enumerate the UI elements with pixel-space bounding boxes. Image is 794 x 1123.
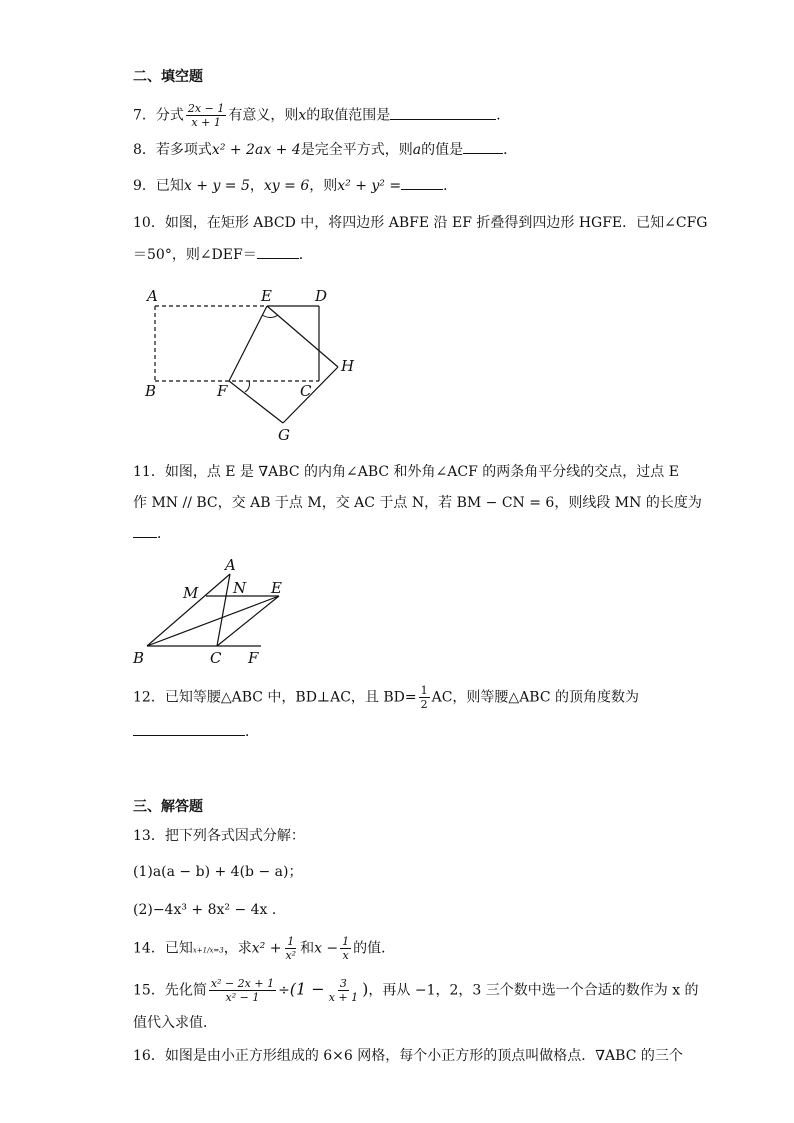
q10-angle-arc-E <box>262 315 278 318</box>
q14-condition: x+1/x=3 <box>192 946 224 955</box>
q8-prefix: 8．若多项式 <box>133 142 212 158</box>
q15-prefix: 15．先化简 <box>133 982 207 999</box>
question-11-line-1: 11．如图，点 E 是 ∇ABC 的内角∠ABC 和外角∠ACF 的两条角平分线的交点，过点 E <box>133 464 679 480</box>
q10-line2-text: ＝50°，则∠DEF＝ <box>133 247 257 263</box>
q10-label-A: A <box>147 287 158 305</box>
q9-prefix: 9．已知 <box>133 178 184 194</box>
q9-separator: ， <box>249 178 264 194</box>
q15-post: ，再从 −1，2，3 三个数中选一个合适的数作为 x 的 <box>368 982 699 999</box>
q14-fraction-2-denominator: x <box>342 949 349 962</box>
q11-label-E: E <box>271 579 282 597</box>
q14-and: 和 <box>300 940 315 957</box>
question-15-line-2: 值代入求值． <box>133 1015 217 1031</box>
question-8 <box>133 140 517 160</box>
q15-division-sign: ÷ <box>278 982 290 999</box>
q11-label-N: N <box>233 579 247 597</box>
q12-prefix: 12．已知等腰△ABC 中，BD⊥AC，且 BD= <box>133 689 417 706</box>
q11-line-AC <box>217 574 230 646</box>
question-7 <box>133 102 510 129</box>
question-9 <box>133 176 457 196</box>
q8-expression: x² + 2ax + 4 <box>211 142 301 158</box>
q10-answer-blank[interactable] <box>257 246 299 259</box>
q7-fraction <box>186 102 226 129</box>
question-12-line-1 <box>133 684 639 711</box>
q11-label-F: F <box>248 649 259 667</box>
q9-middle: ，则 <box>309 178 338 194</box>
q7-end: ． <box>496 107 511 124</box>
q8-answer-blank[interactable] <box>463 141 503 154</box>
q14-expression-2: x − <box>314 940 339 957</box>
q15-fraction-2 <box>327 977 360 1004</box>
q12-end: ． <box>245 724 259 740</box>
q10-label-G: G <box>278 426 290 444</box>
q11-line-BE <box>147 596 279 646</box>
q11-end: ． <box>157 526 171 542</box>
q15-fraction-1 <box>209 977 276 1004</box>
q11-answer-blank[interactable] <box>133 525 157 538</box>
q8-middle: 是完全平方式，则 <box>300 142 413 158</box>
q14-fraction-1-numerator: 1 <box>287 935 295 948</box>
q10-line-GF <box>229 381 283 423</box>
q15-paren-open: (1 − <box>289 979 325 999</box>
q10-figure <box>135 282 365 447</box>
q14-fraction-1 <box>283 935 298 962</box>
q14-prefix: 14．已知 <box>133 940 193 957</box>
q7-prefix: 7．分式 <box>133 107 184 124</box>
q15-paren-close: ) <box>362 979 369 999</box>
question-12-line-2 <box>133 722 259 742</box>
q8-post: 的值是 <box>421 142 464 158</box>
q15-fraction-2-denominator: x + 1 <box>328 991 359 1004</box>
q14-fraction-2 <box>340 935 351 962</box>
question-14 <box>133 935 395 962</box>
question-10-line-1: 10．如图，在矩形 ABCD 中，将四边形 ABFE 沿 EF 折叠得到四边形 HGFE．已知∠CFG <box>133 215 708 231</box>
q14-middle: ，求 <box>223 940 252 957</box>
q12-answer-blank[interactable] <box>133 723 245 736</box>
q10-label-E: E <box>261 287 272 305</box>
q7-fraction-numerator: 2x − 1 <box>187 102 225 115</box>
section-heading-fill-in: 二、填空题 <box>133 69 203 85</box>
q15-fraction-1-numerator: x² − 2x + 1 <box>210 977 275 990</box>
q10-line-EF <box>229 306 267 381</box>
question-13-part-2: (2)−4x³ + 8x² − 4x ． <box>133 902 286 918</box>
q15-fraction-1-denominator: x² − 1 <box>225 991 260 1004</box>
question-16: 16．如图是由小正方形组成的 6×6 网格，每个小正方形的顶点叫做格点．∇ABC 的三个 <box>133 1048 683 1064</box>
q11-label-C: C <box>210 649 222 667</box>
question-13: 13．把下列各式因式分解： <box>133 828 305 844</box>
q8-end: ． <box>503 142 518 158</box>
q14-expression-1: x² + <box>251 940 282 957</box>
q10-end: ． <box>298 247 313 263</box>
q12-fraction-numerator: 1 <box>420 684 428 697</box>
q9-equation-1: x + y = 5 <box>183 178 250 194</box>
q11-label-M: M <box>183 584 199 602</box>
q9-answer-blank[interactable] <box>401 177 443 190</box>
q11-label-B: B <box>133 649 145 667</box>
question-15-line-1 <box>133 977 699 1004</box>
q11-figure <box>130 555 290 670</box>
q12-fraction-denominator: 2 <box>420 698 428 711</box>
question-11-line-3 <box>133 524 171 544</box>
q10-label-F: F <box>217 382 228 400</box>
q9-equation-2: xy = 6 <box>263 178 310 194</box>
q14-fraction-1-denominator: x² <box>285 949 297 962</box>
q9-end: ． <box>443 178 458 194</box>
section-heading-solutions: 三、解答题 <box>133 799 203 815</box>
question-11-line-2: 作 MN // BC，交 AB 于点 M，交 AC 于点 N，若 BM − CN = 6，则线段 MN 的长度为 <box>133 495 702 511</box>
q11-label-A: A <box>225 556 236 574</box>
q14-fraction-2-numerator: 1 <box>342 935 350 948</box>
q12-fraction <box>419 684 430 711</box>
q7-middle: 有意义，则 <box>228 107 299 124</box>
question-13-part-1: (1)a(a − b) + 4(b − a)； <box>133 864 303 880</box>
q10-angle-arc-F <box>245 381 250 392</box>
q7-variable: x <box>298 107 307 124</box>
q12-post: AC，则等腰△ABC 的顶角度数为 <box>431 689 640 706</box>
q9-target-expression: x² + y² = <box>337 178 402 194</box>
q10-label-D: D <box>315 287 328 305</box>
question-10-line-2 <box>133 245 313 265</box>
q10-label-B: B <box>145 382 157 400</box>
q14-end: 的值． <box>353 940 396 957</box>
q10-label-H: H <box>341 357 355 375</box>
q7-answer-blank[interactable] <box>390 107 496 120</box>
q7-post: 的取值范围是 <box>306 107 391 124</box>
q8-variable: a <box>412 142 422 158</box>
q15-fraction-2-numerator: 3 <box>339 977 347 990</box>
q10-label-C: C <box>300 382 312 400</box>
q7-fraction-denominator: x + 1 <box>191 116 221 129</box>
q11-line-CE <box>217 596 279 646</box>
